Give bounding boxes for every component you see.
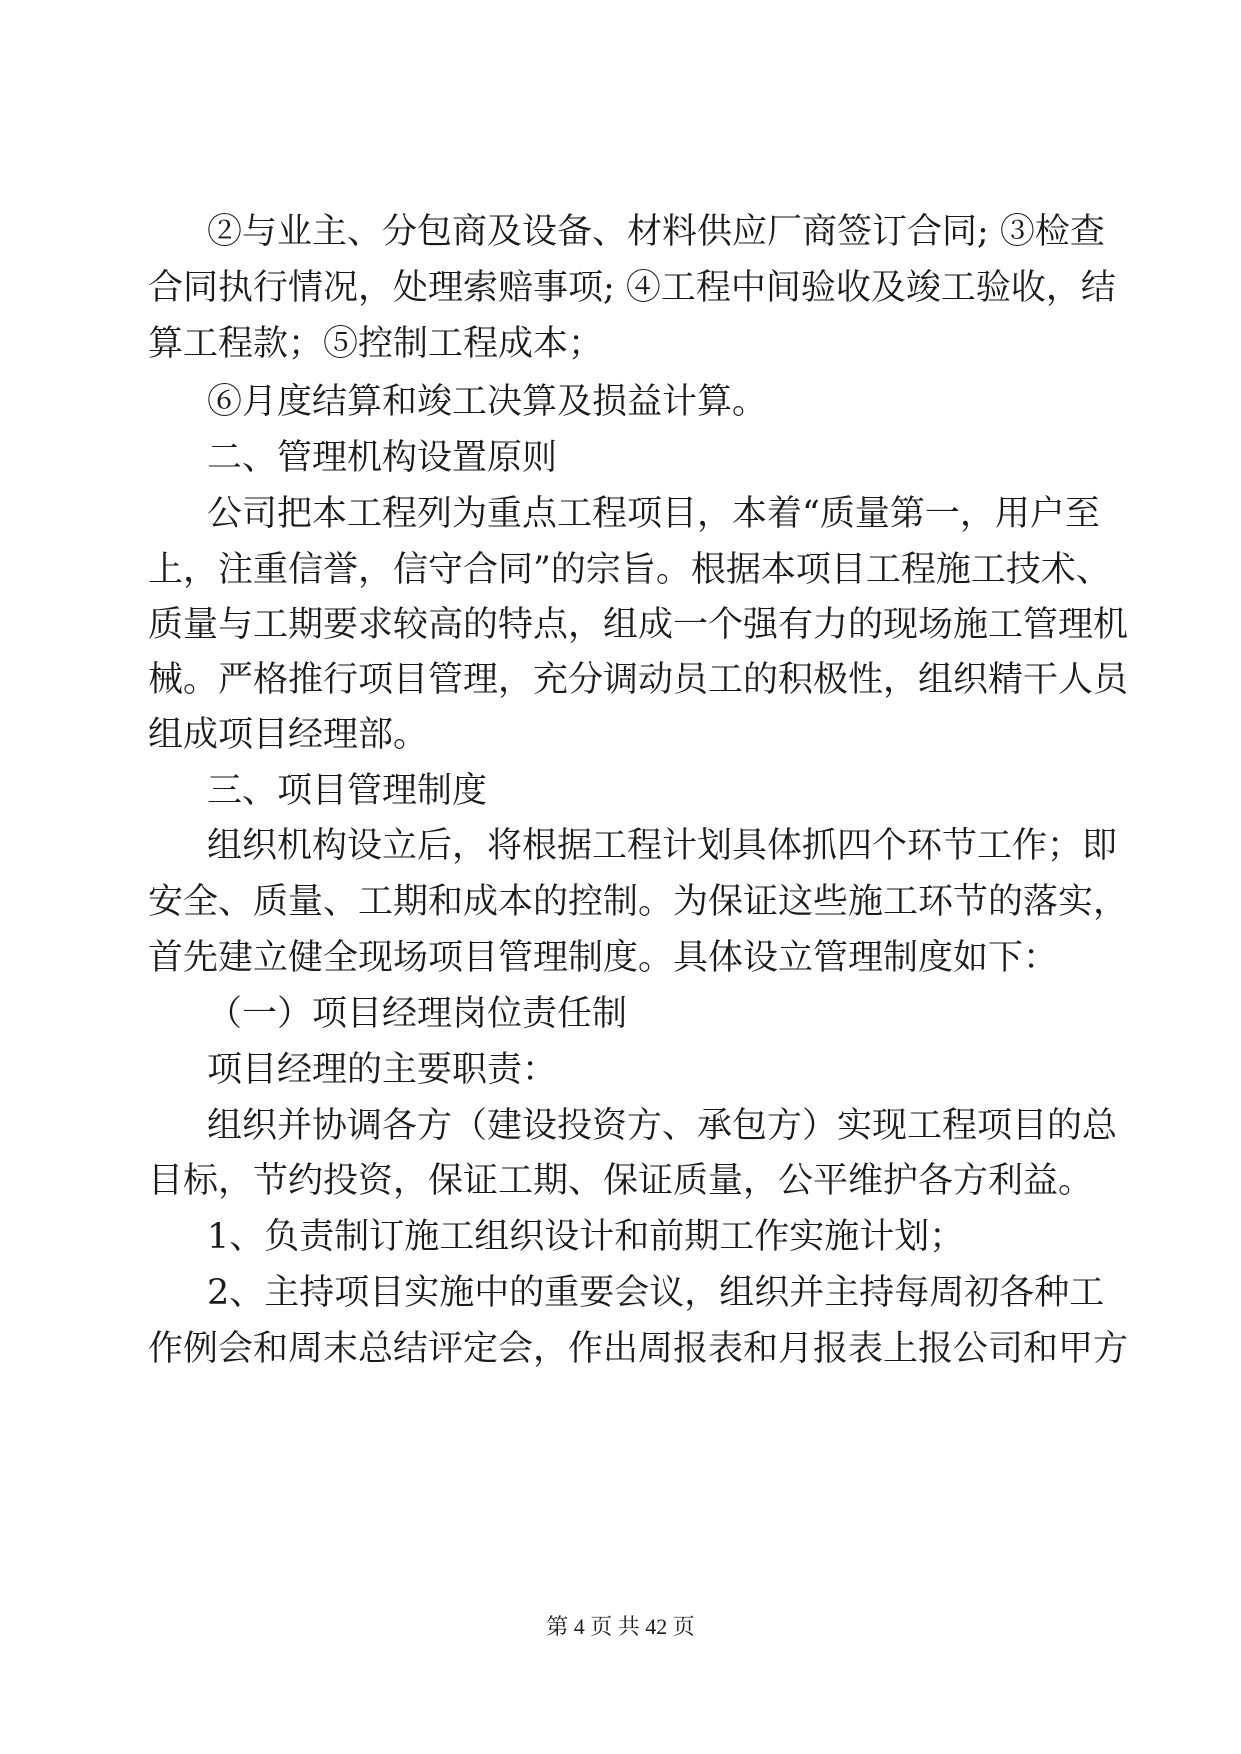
section-heading: 三、项目管理制度 xyxy=(207,771,488,811)
paragraph-line: 组织机构设立后，将根据工程计划具体抓四个环节工作；即 xyxy=(207,826,1118,866)
page-number-footer: 第 4 页 共 42 页 xyxy=(546,1614,695,1639)
subsection-heading: （一）项目经理岗位责任制 xyxy=(207,994,628,1034)
paragraph-line: 械。严格推行项目管理，充分调动员工的积极性，组织精干人员 xyxy=(148,660,1129,700)
paragraph-line: 安全、质量、工期和成本的控制。为保证这些施工环节的落实， xyxy=(148,882,1129,922)
list-item: 1、负责制订施工组织设计和前期工作实施计划； xyxy=(207,1217,965,1257)
paragraph-line: 质量与工期要求较高的特点，组成一个强有力的现场施工管理机 xyxy=(148,605,1129,645)
paragraph-line: 目标，节约投资，保证工期、保证质量，公平维护各方利益。 xyxy=(148,1161,1094,1201)
paragraph-line: 项目经理的主要职责： xyxy=(207,1050,558,1090)
paragraph-line: ②与业主、分包商及设备、材料供应厂商签订合同; ③检查 xyxy=(207,212,1105,252)
paragraph-line: 作例会和周末总结评定会，作出周报表和月报表上报公司和甲方 xyxy=(148,1329,1129,1369)
paragraph-line: 合同执行情况，处理索赔事项; ④工程中间验收及竣工验收，结 xyxy=(148,268,1116,308)
paragraph-line: 首先建立健全现场项目管理制度。具体设立管理制度如下： xyxy=(148,938,1059,978)
paragraph-line: ⑥月度结算和竣工决算及损益计算。 xyxy=(207,382,768,422)
section-heading: 二、管理机构设置原则 xyxy=(207,438,558,478)
paragraph-line: 公司把本工程列为重点工程项目，本着“质量第一，用户至 xyxy=(207,494,1100,534)
paragraph-line: 组成项目经理部。 xyxy=(148,715,429,755)
paragraph-line: 算工程款；⑤控制工程成本； xyxy=(148,324,604,364)
paragraph-line: 组织并协调各方（建设投资方、承包方）实现工程项目的总 xyxy=(207,1106,1118,1146)
list-item: 2、主持项目实施中的重要会议，组织并主持每周初各种工 xyxy=(207,1273,1105,1313)
paragraph-line: 上，注重信誉，信守合同”的宗旨。根据本项目工程施工技术、 xyxy=(148,550,1111,590)
